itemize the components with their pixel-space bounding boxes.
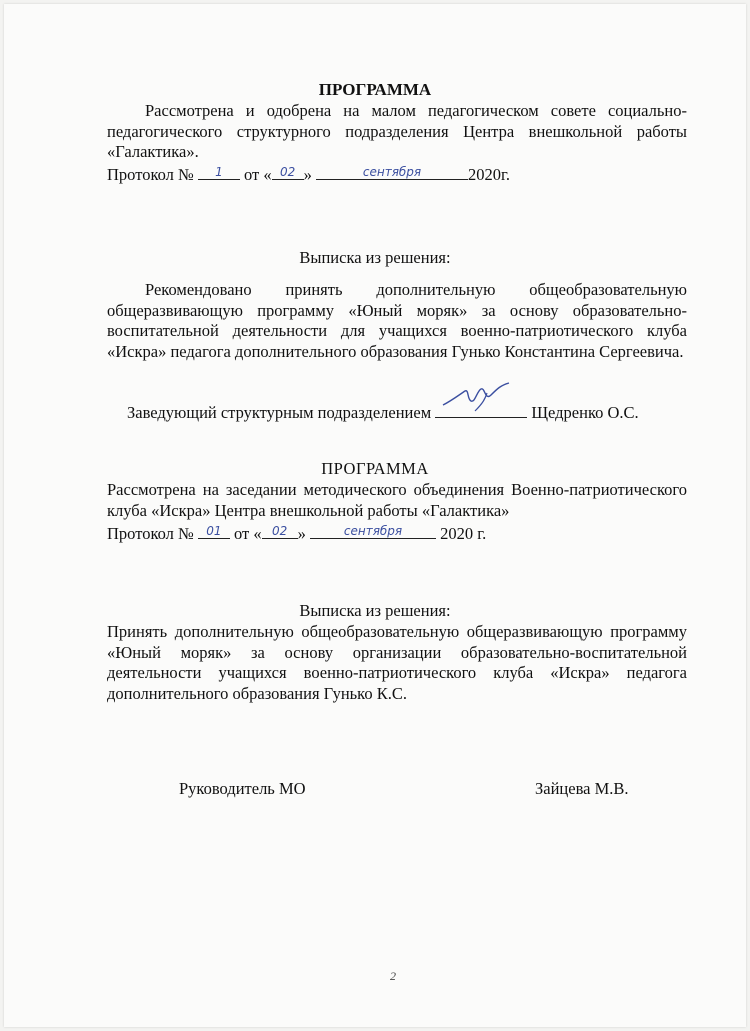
signer-role: Заведующий структурным подразделением (127, 403, 432, 422)
signer-name: Щедренко О.С. (531, 403, 639, 422)
signature-1 (435, 381, 527, 415)
program-title-2: ПРОГРАММА (321, 459, 429, 478)
protocol-number-handwritten: 1 (215, 165, 223, 179)
day-handwritten-2: 02 (272, 524, 288, 538)
year-text-2: 2020 г. (440, 524, 487, 543)
extract-text-1: Рекомендовано принять дополнительную общеобразовательную общеразвивающую программу «Юный моряк» за основу образовательно-воспитательной деятельности для учащихся военно-патриотического клуба «Искра» педагога дополнительного образования Гунько Константина Сергеевича. (107, 280, 687, 361)
page-number: 2 (390, 969, 396, 983)
protocol-number-field-2 (198, 522, 230, 539)
meeting-text-2: Рассмотрена на заседании методического объединения Военно-патриотического клуба «Искра» Центра внешкольной работы «Галактика» (107, 480, 687, 520)
document-page (4, 4, 746, 1027)
protocol-number-handwritten-2: 01 (206, 524, 222, 538)
from-label: от « (244, 165, 272, 184)
from-label-2: от « (234, 524, 262, 543)
month-handwritten-2: сентября (343, 524, 403, 538)
extract-heading-2: Выписка из решения: (299, 601, 451, 620)
month-field (316, 163, 468, 180)
leader-role: Руководитель МО (179, 779, 306, 798)
month-field-2 (310, 522, 436, 539)
leader-name: Зайцева М.В. (535, 779, 629, 798)
protocol-line-2 (107, 522, 687, 545)
year-text: 2020г. (468, 165, 511, 184)
signer-line-1 (127, 401, 687, 424)
signature-field-1 (435, 401, 527, 418)
protocol-number-field (198, 163, 240, 180)
month-handwritten: сентября (362, 165, 422, 179)
program-title-1: ПРОГРАММА (318, 80, 432, 99)
extract-heading-1: Выписка из решения: (299, 248, 451, 267)
protocol-label: Протокол № (107, 165, 194, 184)
close-quote-2: » (297, 524, 306, 543)
extract-text-2: Принять дополнительную общеобразовательную общеразвивающую программу «Юный моряк» за основу организации образовательно-воспитательной деятельности учащихся военно-патриотического клуба «Искра» педагога дополнительного образования Гунько К.С. (107, 622, 687, 703)
protocol-label-2: Протокол № (107, 524, 194, 543)
close-quote: » (303, 165, 312, 184)
protocol-line-1 (107, 163, 687, 186)
day-field-2 (262, 522, 298, 539)
day-field (272, 163, 304, 180)
day-handwritten: 02 (280, 165, 296, 179)
approval-text-1: Рассмотрена и одобрена на малом педагогическом совете социально-педагогического структурного подразделения Центра внешкольной работы «Галактика». (107, 101, 687, 161)
